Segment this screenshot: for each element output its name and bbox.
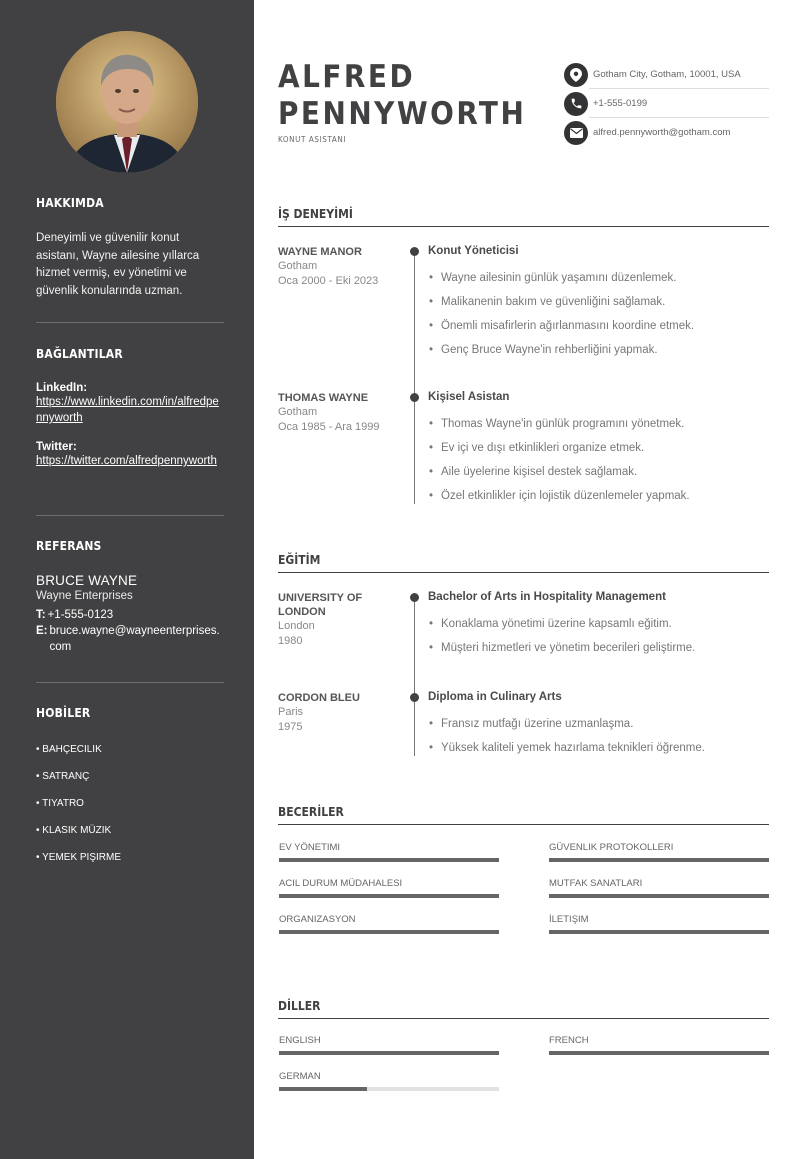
education-location: Paris xyxy=(278,706,304,718)
list-item: • Yüksek kaliteli yemek hazırlama teknikleri öğrenme. xyxy=(428,741,768,765)
reference-company: Wayne Enterprises xyxy=(36,590,133,602)
education-year: 1975 xyxy=(278,720,303,733)
reference-email xyxy=(36,623,224,655)
education-school: UNIVERSITY OF LONDON xyxy=(278,592,363,618)
timeline-dot xyxy=(410,693,419,702)
about-heading: HAKKIMDA xyxy=(36,196,104,210)
experience-entry-meta xyxy=(278,245,398,288)
person-name xyxy=(278,59,526,133)
reference-section xyxy=(36,539,224,655)
list-item: • Konaklama yönetimi üzerine kapsamlı eğitim. xyxy=(428,617,768,641)
linkedin-label: LinkedIn: xyxy=(36,382,88,394)
list-item: • Fransız mutfağı üzerine uzmanlaşma. xyxy=(428,717,768,741)
skill-item xyxy=(549,914,769,934)
skill-bar-fill xyxy=(279,894,499,898)
avatar xyxy=(56,31,198,173)
envelope-icon xyxy=(564,121,588,145)
experience-bullets xyxy=(428,271,768,367)
reference-phone xyxy=(36,607,224,623)
experience-location: Gotham xyxy=(278,260,318,272)
education-entry-meta xyxy=(278,691,398,734)
list-item: • Thomas Wayne'in günlük programını yönetmek. xyxy=(428,417,768,441)
portrait-image xyxy=(56,31,198,173)
education-location: London xyxy=(278,620,315,632)
list-item: • Aile üyelerine kişisel destek sağlamak. xyxy=(428,465,768,489)
link-item-linkedin xyxy=(36,382,224,426)
language-bar xyxy=(279,1051,499,1055)
skills-heading: BECERİLER xyxy=(278,805,769,825)
reference-name: BRUCE WAYNE xyxy=(36,573,138,588)
hobby-item: • YEMEK PIŞIRME xyxy=(36,852,122,863)
list-item: • Önemli misafirlerin ağırlanmasını koordine etmek. xyxy=(428,319,768,343)
about-section xyxy=(36,196,224,300)
skill-name: ORGANIZASYON xyxy=(279,914,356,925)
reference-phone-value[interactable]: +1-555-0123 xyxy=(47,609,114,621)
language-item xyxy=(279,1071,499,1091)
twitter-link[interactable]: https://twitter.com/alfredpennyworth xyxy=(36,455,217,467)
timeline-dot xyxy=(410,247,419,256)
email-label: E: xyxy=(36,625,48,637)
contact-email-text[interactable]: alfred.pennyworth@gotham.com xyxy=(593,127,731,138)
links-section xyxy=(36,347,224,469)
education-degree: Bachelor of Arts in Hospitality Management xyxy=(428,591,666,603)
skill-name: İLETIŞIM xyxy=(549,914,589,925)
divider xyxy=(36,515,224,516)
phone-icon xyxy=(564,92,588,116)
language-name: ENGLISH xyxy=(279,1035,321,1046)
experience-entry-meta xyxy=(278,391,398,434)
skill-item xyxy=(549,842,769,862)
skill-bar xyxy=(549,858,769,862)
experience-role: Konut Yöneticisi xyxy=(428,245,519,257)
skill-bar xyxy=(549,930,769,934)
language-name: GERMAN xyxy=(279,1071,321,1082)
skill-bar xyxy=(549,894,769,898)
skill-item xyxy=(279,842,499,862)
language-bar xyxy=(549,1051,769,1055)
phone-label: T: xyxy=(36,609,46,621)
education-heading: EĞİTİM xyxy=(278,553,769,573)
language-item xyxy=(279,1035,499,1055)
contact-phone xyxy=(564,89,769,118)
skill-name: MUTFAK SANATLARI xyxy=(549,878,643,889)
education-bullets xyxy=(428,717,768,765)
contact-email xyxy=(564,118,769,147)
list-item: • Genç Bruce Wayne'in rehberliğini yapmak. xyxy=(428,343,768,367)
experience-org: THOMAS WAYNE xyxy=(278,392,369,404)
divider xyxy=(36,322,224,323)
hobbies-section xyxy=(36,706,224,878)
hobby-item: • SATRANÇ xyxy=(36,771,90,782)
experience-heading: İŞ DENEYİMİ xyxy=(278,207,769,227)
list-item: • Ev içi ve dışı etkinlikleri organize etmek. xyxy=(428,441,768,465)
timeline-dot xyxy=(410,393,419,402)
job-title: KONUT ASISTANI xyxy=(278,135,347,144)
experience-org: WAYNE MANOR xyxy=(278,246,362,258)
list-item: • Malikanenin bakım ve güvenliğini sağlamak. xyxy=(428,295,768,319)
education-bullets xyxy=(428,617,768,665)
divider xyxy=(36,682,224,683)
links-heading: BAĞLANTILAR xyxy=(36,347,123,361)
location-pin-icon xyxy=(564,63,588,87)
experience-dates: Oca 2000 - Eki 2023 xyxy=(278,274,379,287)
skill-bar xyxy=(279,894,499,898)
education-year: 1980 xyxy=(278,634,303,647)
hobby-item: • BAHÇECILIK xyxy=(36,744,102,755)
last-name: PENNYWORTH xyxy=(278,96,527,132)
skill-item xyxy=(279,878,499,898)
linkedin-link[interactable]: https://www.linkedin.com/in/alfredpennyworth xyxy=(36,396,219,424)
hobbies-heading: HOBİLER xyxy=(36,706,91,720)
language-bar-fill xyxy=(279,1087,367,1091)
skill-name: EV YÖNETIMI xyxy=(279,842,341,853)
timeline-dot xyxy=(410,593,419,602)
language-name: FRENCH xyxy=(549,1035,589,1046)
contact-address xyxy=(564,60,769,89)
language-bar-fill xyxy=(279,1051,499,1055)
skill-name: GÜVENLIK PROTOKOLLERI xyxy=(549,842,674,853)
reference-heading: REFERANS xyxy=(36,539,102,553)
contact-phone-text[interactable]: +1-555-0199 xyxy=(593,98,648,109)
about-text: Deneyimli ve güvenilir konut asistanı, Wayne ailesine yıllarca hizmet vermiş, ev yönetimi ve güvenlik konularında uzman. xyxy=(36,232,200,297)
skill-item xyxy=(549,878,769,898)
reference-email-value[interactable]: bruce.wayne@wayneenterprises.com xyxy=(49,625,220,653)
skill-bar xyxy=(279,858,499,862)
education-degree: Diploma in Culinary Arts xyxy=(428,691,562,703)
experience-timeline xyxy=(414,252,415,504)
education-school: CORDON BLEU xyxy=(278,692,360,704)
hobby-item: • KLASIK MÜZIK xyxy=(36,825,112,836)
experience-dates: Oca 1985 - Ara 1999 xyxy=(278,420,380,433)
twitter-label: Twitter: xyxy=(36,441,77,453)
language-bar xyxy=(279,1087,499,1091)
contact-address-text: Gotham City, Gotham, 10001, USA xyxy=(593,69,741,80)
skill-bar-fill xyxy=(279,930,499,934)
skill-bar-fill xyxy=(279,858,499,862)
first-name: ALFRED xyxy=(278,59,416,95)
language-item xyxy=(549,1035,769,1055)
hobby-item: • TIYATRO xyxy=(36,798,84,809)
skill-bar-fill xyxy=(549,930,769,934)
sidebar xyxy=(0,0,254,1159)
skill-bar-fill xyxy=(549,858,769,862)
skill-name: ACIL DURUM MÜDAHALESI xyxy=(279,878,403,889)
link-item-twitter xyxy=(36,441,224,469)
skill-bar xyxy=(279,930,499,934)
languages-heading: DİLLER xyxy=(278,999,769,1019)
education-entry-meta xyxy=(278,591,398,648)
list-item: • Wayne ailesinin günlük yaşamını düzenlemek. xyxy=(428,271,768,295)
list-item: • Özel etkinlikler için lojistik düzenlemeler yapmak. xyxy=(428,489,768,513)
experience-role: Kişisel Asistan xyxy=(428,391,510,403)
experience-bullets xyxy=(428,417,768,513)
language-bar-fill xyxy=(549,1051,769,1055)
education-timeline xyxy=(414,598,415,756)
skill-bar-fill xyxy=(549,894,769,898)
experience-location: Gotham xyxy=(278,406,318,418)
list-item: • Müşteri hizmetleri ve yönetim becerileri geliştirme. xyxy=(428,641,768,665)
skill-item xyxy=(279,914,499,934)
